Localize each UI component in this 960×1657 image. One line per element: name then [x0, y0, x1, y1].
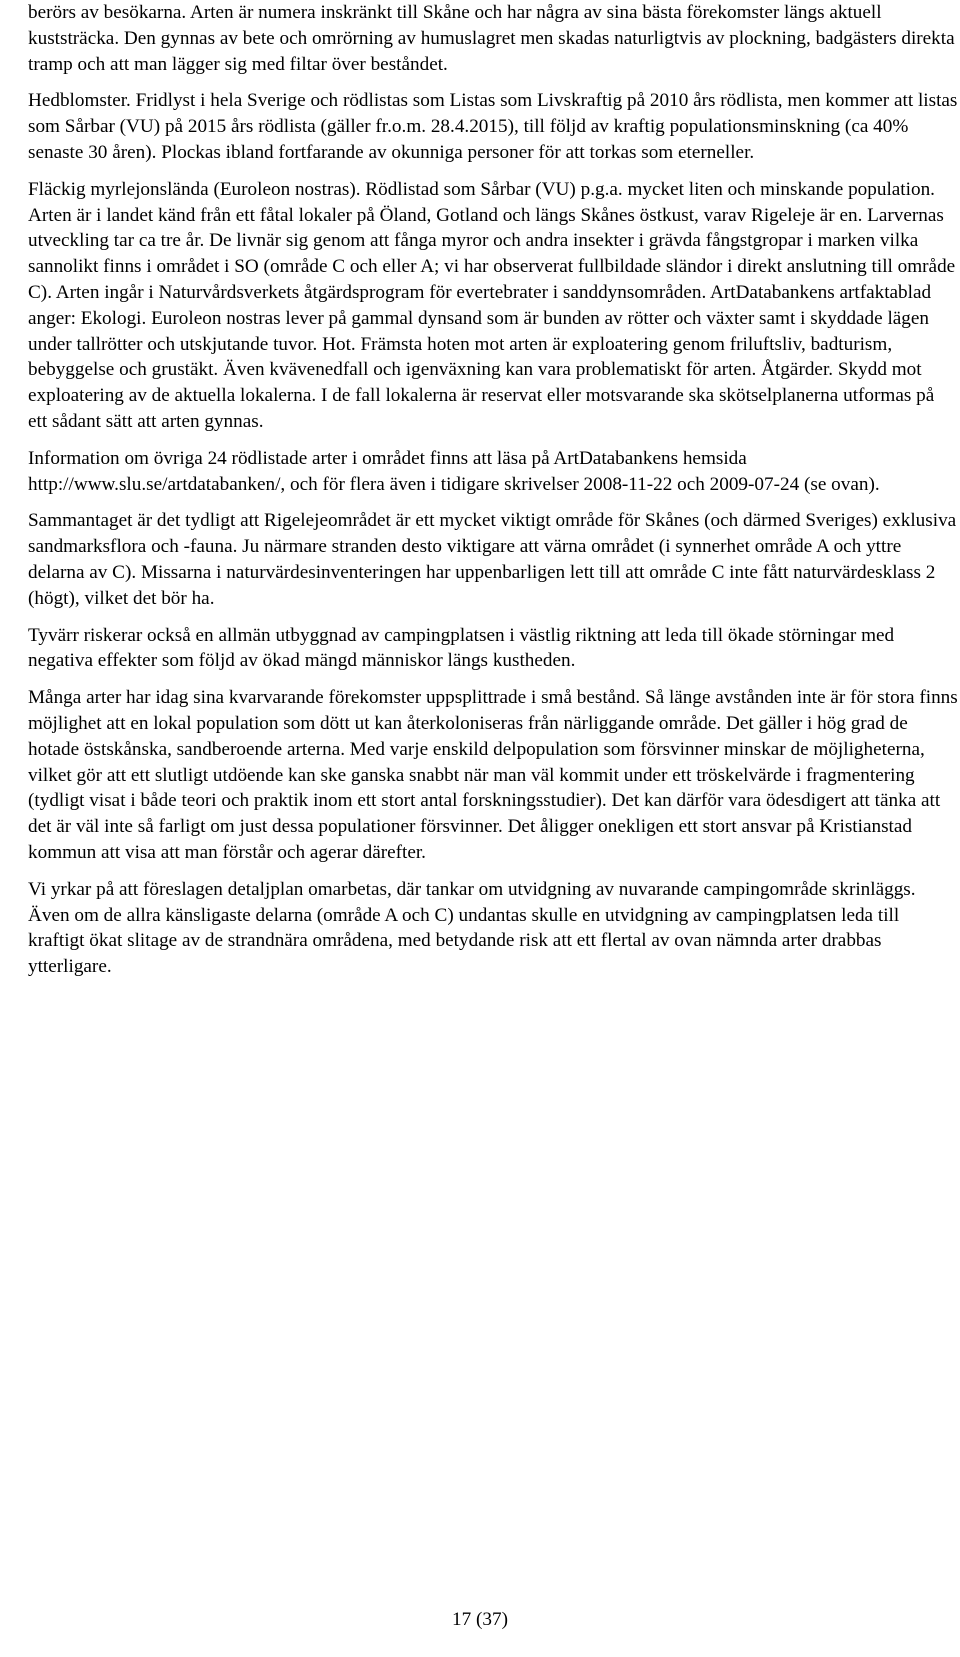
paragraph-camping-risk: Tyvärr riskerar också en allmän utbyggnad av campingplatsen i västlig riktning att leda till ökade störningar med negativa effekter som följd av ökad mängd människor längs kustheden.: [28, 624, 895, 672]
paragraph-fragmentation: Många arter har idag sina kvarvarande förekomster uppsplittrade i små bestånd. Så länge avstånden inte är för stora finns möjlighet att en lokal population som dött ut kan återkoloniseras från närliggande område. Det gäller i hög grad de hotade östskånska, sandberoende arterna. Med varje enskild delpopulation som försvinner minskar de möjligheterna, vilket gör att ett slutligt utdöende kan ske ganska snabbt när man väl kommit under ett tröskelvärde i fragmentering (tydligt visat i både teori och praktik inom ett stort antal forskningsstudier). Det kan därför vara ödesdigert att tänka att det är väl inte så farligt om just dessa populationer försvinner. Det åligger onekligen ett stort ansvar på Kristianstad kommun att visa att man förstår och agerar därefter.: [28, 687, 958, 863]
paragraph-information: Information om övriga 24 rödlistade arter i området finns att läsa på ArtDatabankens hemsida http://www.slu.se/artdatabanken/, och för flera även i tidigare skrivelser 2008-11-22 och 2009-07-24 (se ovan).: [28, 447, 880, 495]
page-number: 17 (37): [452, 1609, 508, 1630]
paragraph-myrlejonslanda: Fläckig myrlejonslända (Euroleon nostras). Rödlistad som Sårbar (VU) p.g.a. mycket liten och minskande population. Arten är i landet känd från ett fåtal lokaler på Öland, Gotland och längs Skånes östkust, varav Rigeleje är en. Larvernas utveckling tar ca tre år. De livnär sig genom att fånga myror och andra insekter i grävda fångstgropar i marken vilka sannolikt finns i området i SO (område C och eller A; vi har observerat fullbildade sländor i direkt anslutning till område C). Arten ingår i Naturvårdsverkets åtgärdsprogram för evertebrater i sanddynsområden. ArtDatabankens artfaktablad anger: Ekologi. Euroleon nostras lever på gammal dynsand som är bunden av rötter och växter samt i skyddade lägen under tallrötter och utskjutande tuvor. Hot. Främsta hoten mot arten är exploatering genom friluftsliv, badturism, bebyggelse och grustäkt. Även kvävenedfall och igenväxning kan vara problematiskt för arten. Åtgärder. Skydd mot exploatering av de aktuella lokalerna. I de fall lokalerna är reservat eller motsvarande ska skötselplanerna utformas på ett sådant sätt att arten gynnas.: [28, 178, 956, 432]
paragraph-demand: Vi yrkar på att föreslagen detaljplan omarbetas, där tankar om utvidgning av nuvarande campingområde skrinläggs. Även om de allra känsligaste delarna (område A och C) undantas skulle en utvidgning av campingplatsen leda till kraftigt ökat slitage av de strandnära områdena, med betydande risk att ett flertal av ovan nämnda arter drabbas ytterligare.: [28, 878, 916, 978]
document-body: [28, 0, 958, 991]
paragraph-sammantaget: Sammantaget är det tydligt att Rigelejeområdet är ett mycket viktigt område för Skånes (och därmed Sveriges) exklusiva sandmarksflora och -fauna. Ju närmare stranden desto viktigare att värna området (i synnerhet område A och yttre delarna av C). Missarna i naturvärdesinventeringen har uppenbarligen lett till att område C inte fått naturvärdesklass 2 (högt), vilket det bör ha.: [28, 510, 957, 609]
paragraph-intro: berörs av besökarna. Arten är numera inskränkt till Skåne och har några av sina bästa förekomster längs aktuell kuststräcka. Den gynnas av bete och omrörning av humuslagret men skadas naturligtvis av plockning, badgästers direkta tramp och att man lägger sig med filtar över beståndet.: [28, 2, 955, 75]
paragraph-hedblomster: Hedblomster. Fridlyst i hela Sverige och rödlistas som Listas som Livskraftig på 2010 års rödlista, men kommer att listas som Sårbar (VU) på 2015 års rödlista (gäller fr.o.m. 28.4.2015), till följd av kraftig populationsminskning (ca 40% senaste 30 åren). Plockas ibland fortfarande av okunniga personer för att torkas som eterneller.: [28, 90, 958, 163]
